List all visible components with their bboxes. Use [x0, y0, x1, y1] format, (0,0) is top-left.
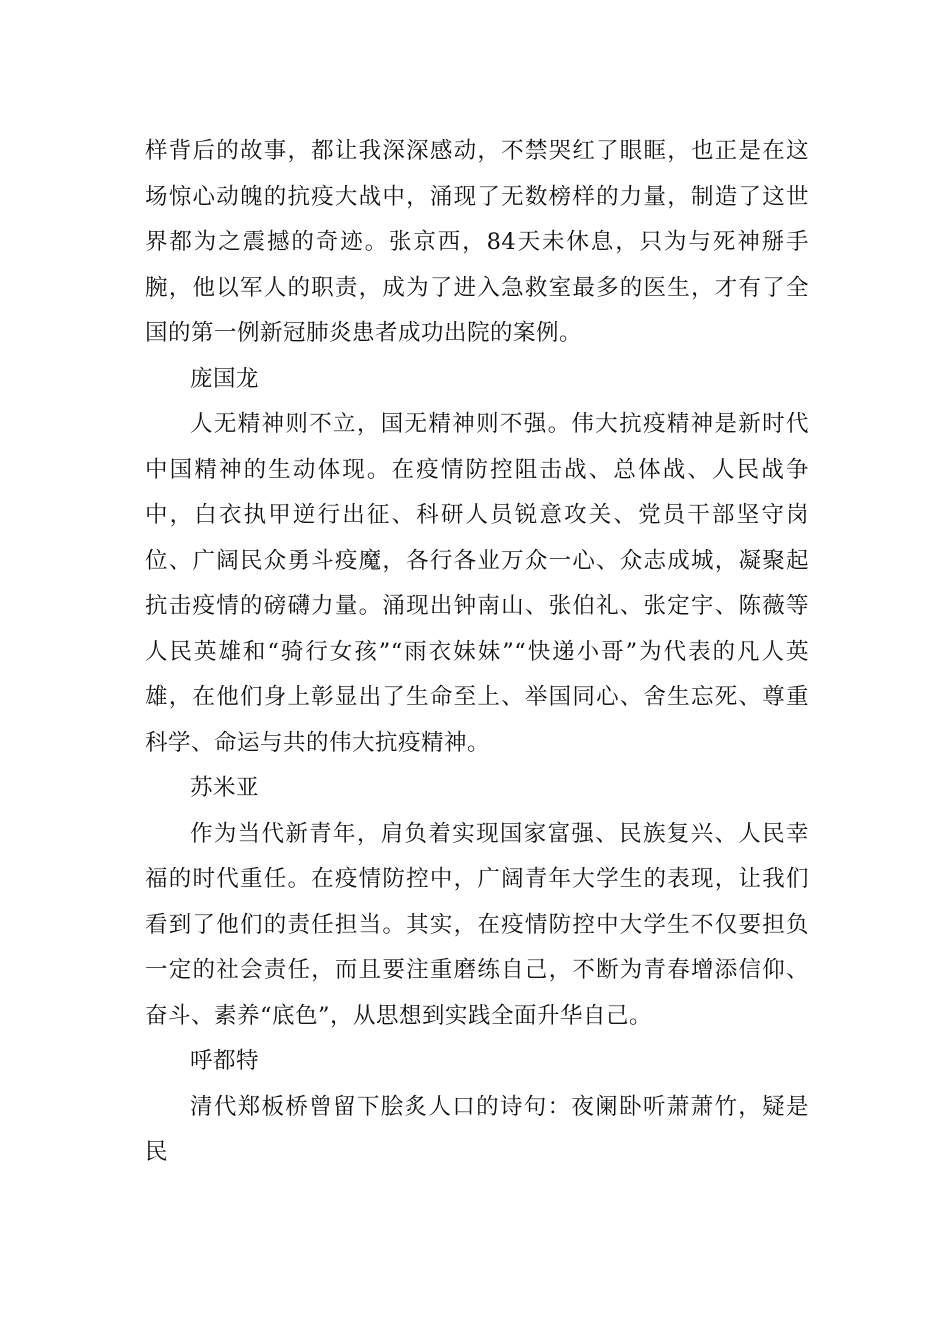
paragraph-spirit: 人无精神则不立，国无精神则不强。伟大抗疫精神是新时代中国精神的生动体现。在疫情防控阻击战、总体战、人民战争中，白衣执甲逆行出征、科研人员锐意攻关、党员干部坚守岗位、广阔民众勇斗疫魔，各行各业万众一心、众志成城，凝聚起抗击疫情的磅礴力量。涌现出钟南山、张伯礼、张定宇、陈薇等人民英雄和“骑行女孩”“雨衣妹妹”“快递小哥”为代表的凡人英雄，在他们身上彰显出了生命至上、举国同心、舍生忘死、尊重科学、命运与共的伟大抗疫精神。 [145, 411, 809, 756]
paragraph-poem: 清代郑板桥曾留下脍炙人口的诗句：夜阑卧听萧萧竹，疑是民 [145, 1093, 809, 1165]
author-name-pang: 庞国龙 [190, 365, 260, 392]
paragraph-continued: 样背后的故事，都让我深深感动，不禁哭红了眼眶，也正是在这场惊心动魄的抗疫大战中，涌现了无数榜样的力量，制造了这世界都为之震撼的奇迹。张京西，84天未休息，只为与死神掰手腕，他以军人的职责，成为了进入急救室最多的医生，才有了全国的第一例新冠肺炎患者成功出院的案例。 [145, 138, 809, 346]
document-body [145, 129, 809, 1176]
paragraph-youth: 作为当代新青年，肩负着实现国家富强、民族复兴、人民幸福的时代重任。在疫情防控中，广阔青年大学生的表现，让我们看到了他们的责任担当。其实，在疫情防控中大学生不仅要担负一定的社会责任，而且要注重磨练自己，不断为青春增添信仰、奋斗、素养“底色”，从思想到实践全面升华自己。 [145, 820, 809, 1029]
author-name-hu: 呼都特 [190, 1048, 260, 1074]
author-name-su: 苏米亚 [190, 775, 260, 801]
